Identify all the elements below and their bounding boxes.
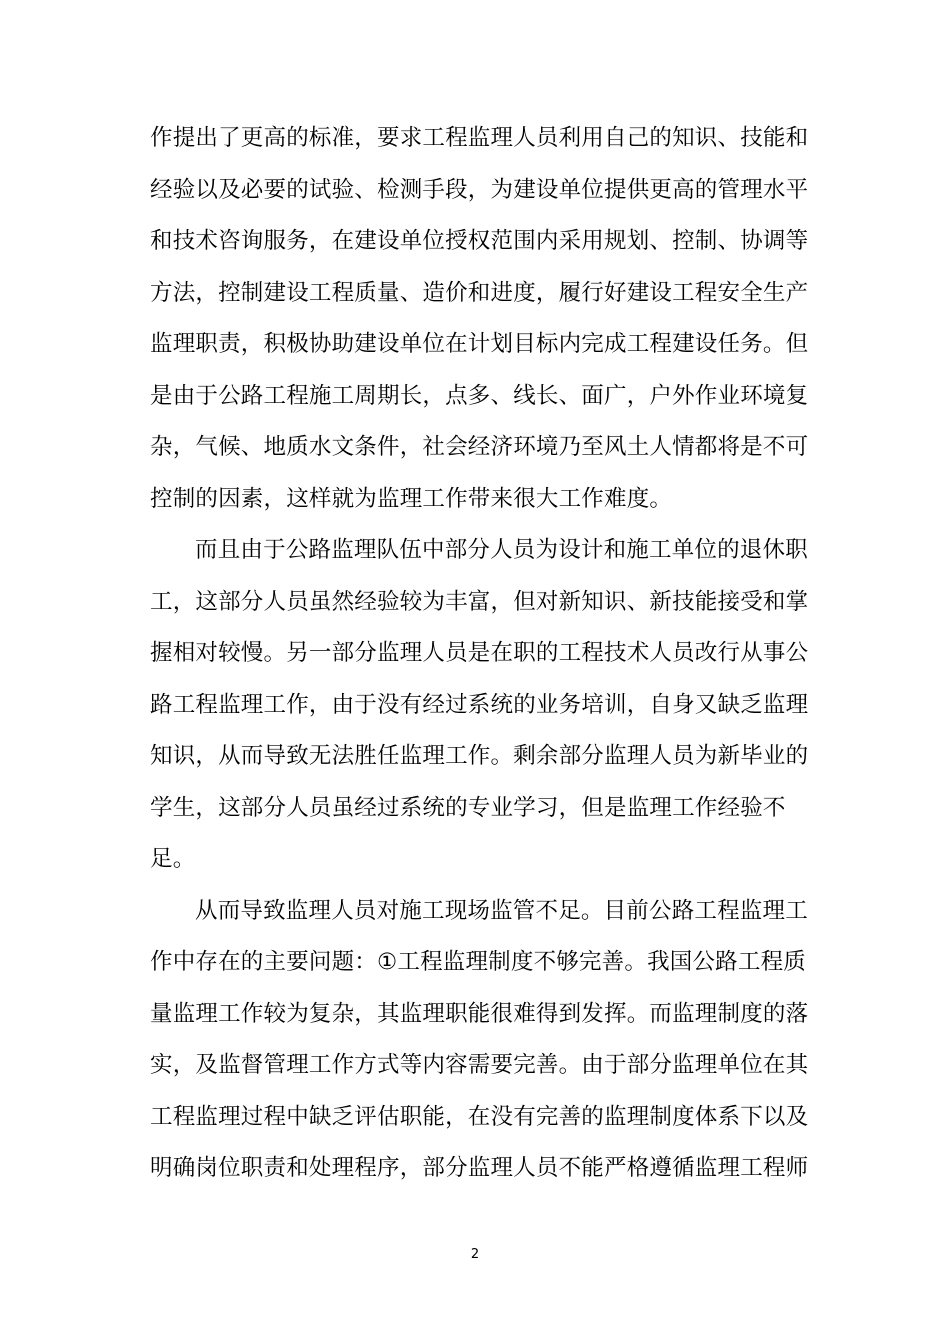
text-line: 杂，气候、地质水文条件，社会经济环境乃至风土人情都将是不可: [150, 434, 809, 460]
text-line: 作中存在的主要问题：①工程监理制度不够完善。我国公路工程质: [150, 949, 806, 975]
text-line: 握相对较慢。另一部分监理人员是在职的工程技术人员改行从事公: [150, 640, 809, 666]
paragraph-start-line: 从而导致监理人员对施工现场监管不足。目前公路工程监理工: [195, 897, 808, 924]
text-line: 明确岗位职责和处理程序，部分监理人员不能严格遵循监理工程师: [150, 1155, 809, 1181]
body-text: [150, 113, 809, 1195]
page-number: 2: [470, 1247, 480, 1262]
text-line: 足。: [150, 846, 196, 872]
text-line: 工程监理过程中缺乏评估职能，在没有完善的监理制度体系下以及: [150, 1103, 809, 1130]
text-line: 方法，控制建设工程质量、造价和进度，履行好建设工程安全生产: [150, 279, 809, 306]
text-line: 是由于公路工程施工周期长，点多、线长、面广，户外作业环境复: [150, 382, 809, 409]
text-line: 控制的因素，这样就为监理工作带来很大工作难度。: [150, 485, 673, 512]
paragraph-start-line: 而且由于公路监理队伍中部分人员为设计和施工单位的退休职: [195, 537, 808, 563]
text-line: 经验以及必要的试验、检测手段，为建设单位提供更高的管理水平: [150, 176, 809, 203]
text-line: 量监理工作较为复杂，其监理职能很难得到发挥。而监理制度的落: [150, 1000, 809, 1027]
text-line: 知识，从而导致无法胜任监理工作。剩余部分监理人员为新毕业的: [150, 743, 809, 769]
text-line: 学生，这部分人员虽经过系统的专业学习，但是监理工作经验不: [150, 794, 786, 821]
text-line: 监理职责，积极协助建设单位在计划目标内完成工程建设任务。但: [150, 331, 809, 357]
text-line: 作提出了更高的标准，要求工程监理人员利用自己的知识、技能和: [150, 125, 809, 151]
text-line: 工，这部分人员虽然经验较为丰富，但对新知识、新技能接受和掌: [150, 588, 809, 615]
text-line: 和技术咨询服务，在建设单位授权范围内采用规划、控制、协调等: [150, 228, 809, 254]
text-line: 路工程监理工作，由于没有经过系统的业务培训，自身又缺乏监理: [150, 691, 809, 718]
text-line: 实，及监督管理工作方式等内容需要完善。由于部分监理单位在其: [150, 1052, 809, 1078]
